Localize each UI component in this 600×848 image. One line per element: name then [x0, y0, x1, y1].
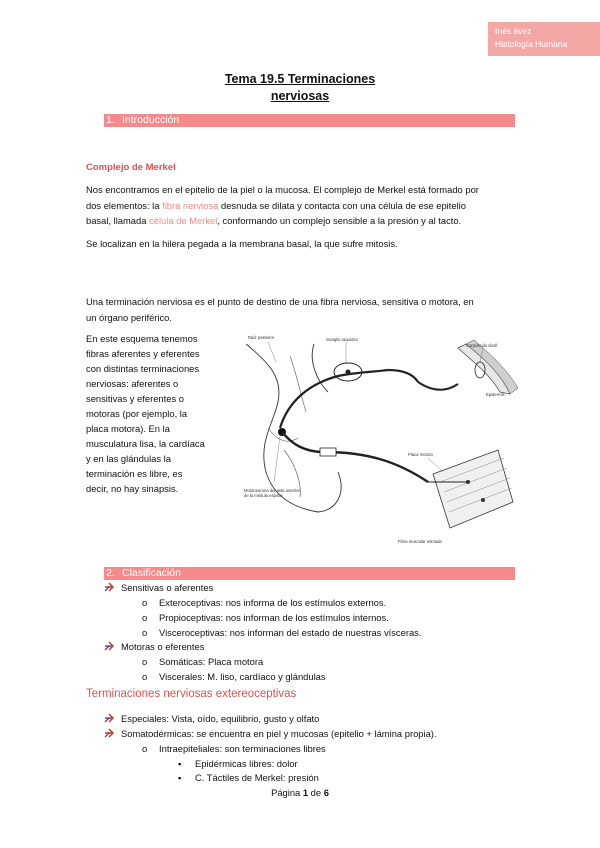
list-item: Especiales: Vista, oído, equilibrio, gusto y olfato — [121, 713, 320, 724]
footer-total: 6 — [323, 787, 329, 798]
circle-bullet-icon: o — [142, 656, 148, 667]
label-corpusculo: Corpúsculo táctil — [466, 343, 497, 348]
arrow-bullet-icon — [104, 641, 114, 653]
list-item: Propioceptivas: nos informan de los estímulos internos. — [159, 612, 389, 623]
merkel-heading: Complejo de Merkel — [86, 162, 176, 173]
text-span: dos elementos: la — [86, 199, 163, 211]
label-motoneurona: Motoneurona del asta anterior — [244, 488, 300, 493]
header-box — [488, 22, 600, 56]
page-title-line2: nerviosas — [270, 89, 330, 103]
section-intro-bar — [104, 114, 515, 127]
page-title: Tema 19.5 Terminaciones — [224, 72, 376, 86]
footer-text: Página — [271, 787, 303, 798]
footer-text: de — [308, 787, 324, 798]
label-ganglio: Ganglio raquídeo — [326, 337, 359, 342]
esquema-line: musculatura lisa, la cardíaca — [86, 438, 205, 449]
esquema-line: En este esquema tenemos — [86, 333, 198, 344]
list-item: Motoras o eferentes — [121, 641, 205, 652]
header-subject: Histología Humana — [495, 39, 568, 49]
arrow-bullet-icon — [104, 713, 114, 725]
label-raiz: Raíz posterior — [248, 335, 275, 340]
list-item: Somáticas: Placa motora — [159, 656, 264, 667]
list-item: Sensitivas o aferentes — [121, 582, 214, 593]
list-item: C. Táctiles de Merkel: presión — [195, 772, 319, 783]
esquema-line: con distintas terminaciones — [86, 363, 200, 374]
definition-paragraph — [86, 294, 516, 325]
esquema-line: motoras (por ejemplo, la — [86, 408, 188, 419]
skin-block — [458, 340, 518, 394]
text-span: basal, llamada — [86, 215, 150, 226]
header-author: Inés ávez — [495, 26, 532, 36]
label-epidermis: Epidermis — [486, 392, 505, 397]
circle-bullet-icon: o — [142, 597, 148, 608]
section-number: 2. — [106, 567, 115, 579]
list-item: Visceroceptivas: nos informan del estado de nuestras vísceras. — [159, 627, 422, 638]
esquema-line: decir, no hay sinapsis. — [86, 483, 179, 494]
section-number: 1. — [106, 114, 115, 126]
merkel-paragraph — [86, 182, 516, 229]
list-item: Intraepiteliales: son terminaciones libres — [159, 743, 326, 754]
text-span: desnuda se dilata y contacta con una célula de ese epitelio — [218, 199, 466, 211]
square-bullet-icon: ▪ — [178, 772, 182, 783]
esquema-line: terminación es libre, es — [86, 468, 183, 479]
fibra-highlight: fibra nerviosa — [162, 199, 219, 211]
definition-line: un órgano periférico. — [86, 311, 172, 323]
extero-heading: Terminaciones nerviosas extereoceptivas — [86, 688, 297, 700]
circle-bullet-icon: o — [142, 743, 148, 754]
label-motoneurona-2: de la médula espinal — [244, 493, 283, 498]
muscle-block — [428, 450, 513, 528]
section-label: Introducción — [122, 114, 180, 126]
section-label: Clasificación — [122, 567, 181, 579]
label-fibra: Fibra muscular estriada — [398, 539, 442, 544]
esquema-line: sensitivas y eferentes o — [86, 393, 184, 404]
arrow-bullet-icon — [104, 728, 114, 740]
square-bullet-icon: ▪ — [178, 758, 182, 769]
esquema-line: y en las glándulas la — [86, 453, 171, 464]
text-span: , conformando un complejo sensible a la presión y al tacto. — [217, 215, 462, 226]
merkel-line: Nos encontramos en el epitelio de la piel o la mucosa. El complejo de Merkel está formado por — [86, 184, 479, 195]
list-item: Viscerales: M. liso, cardíaco y glándulas — [159, 671, 326, 682]
nerve-terminal-diagram — [228, 332, 520, 554]
circle-bullet-icon: o — [142, 671, 148, 682]
footer-page: 1 — [302, 787, 309, 798]
page-footer — [0, 787, 600, 798]
list-item: Exteroceptivas: nos informa de los estímulos externos. — [159, 597, 387, 608]
merkel-line — [86, 198, 516, 214]
list-item: Epidérmicas libres: dolor — [195, 758, 298, 769]
section-clasificacion-bar — [104, 567, 515, 580]
diagram-svg — [228, 332, 520, 554]
merkel-line — [86, 213, 516, 229]
definition-line: Una terminación nerviosa es el punto de destino de una fibra nerviosa, sensitiva o motora, en — [86, 296, 474, 307]
merkel-paragraph-2: Se localizan en la hilera pegada a la membrana basal, la que sufre mitosis. — [86, 238, 398, 249]
circle-bullet-icon: o — [142, 627, 148, 638]
esquema-line: placa motora). En la — [86, 423, 170, 434]
arrow-bullet-icon — [104, 582, 114, 594]
celula-highlight: célula de Merkel — [149, 215, 218, 226]
label-placa: Placa motora — [408, 452, 433, 457]
esquema-line: nerviosas: aferentes o — [86, 378, 179, 389]
circle-bullet-icon: o — [142, 612, 148, 623]
esquema-line: fibras aferentes y eferentes — [86, 348, 200, 359]
list-item: Somatodérmicas: se encuentra en piel y mucosas (epitelio + lámina propia). — [121, 728, 437, 739]
